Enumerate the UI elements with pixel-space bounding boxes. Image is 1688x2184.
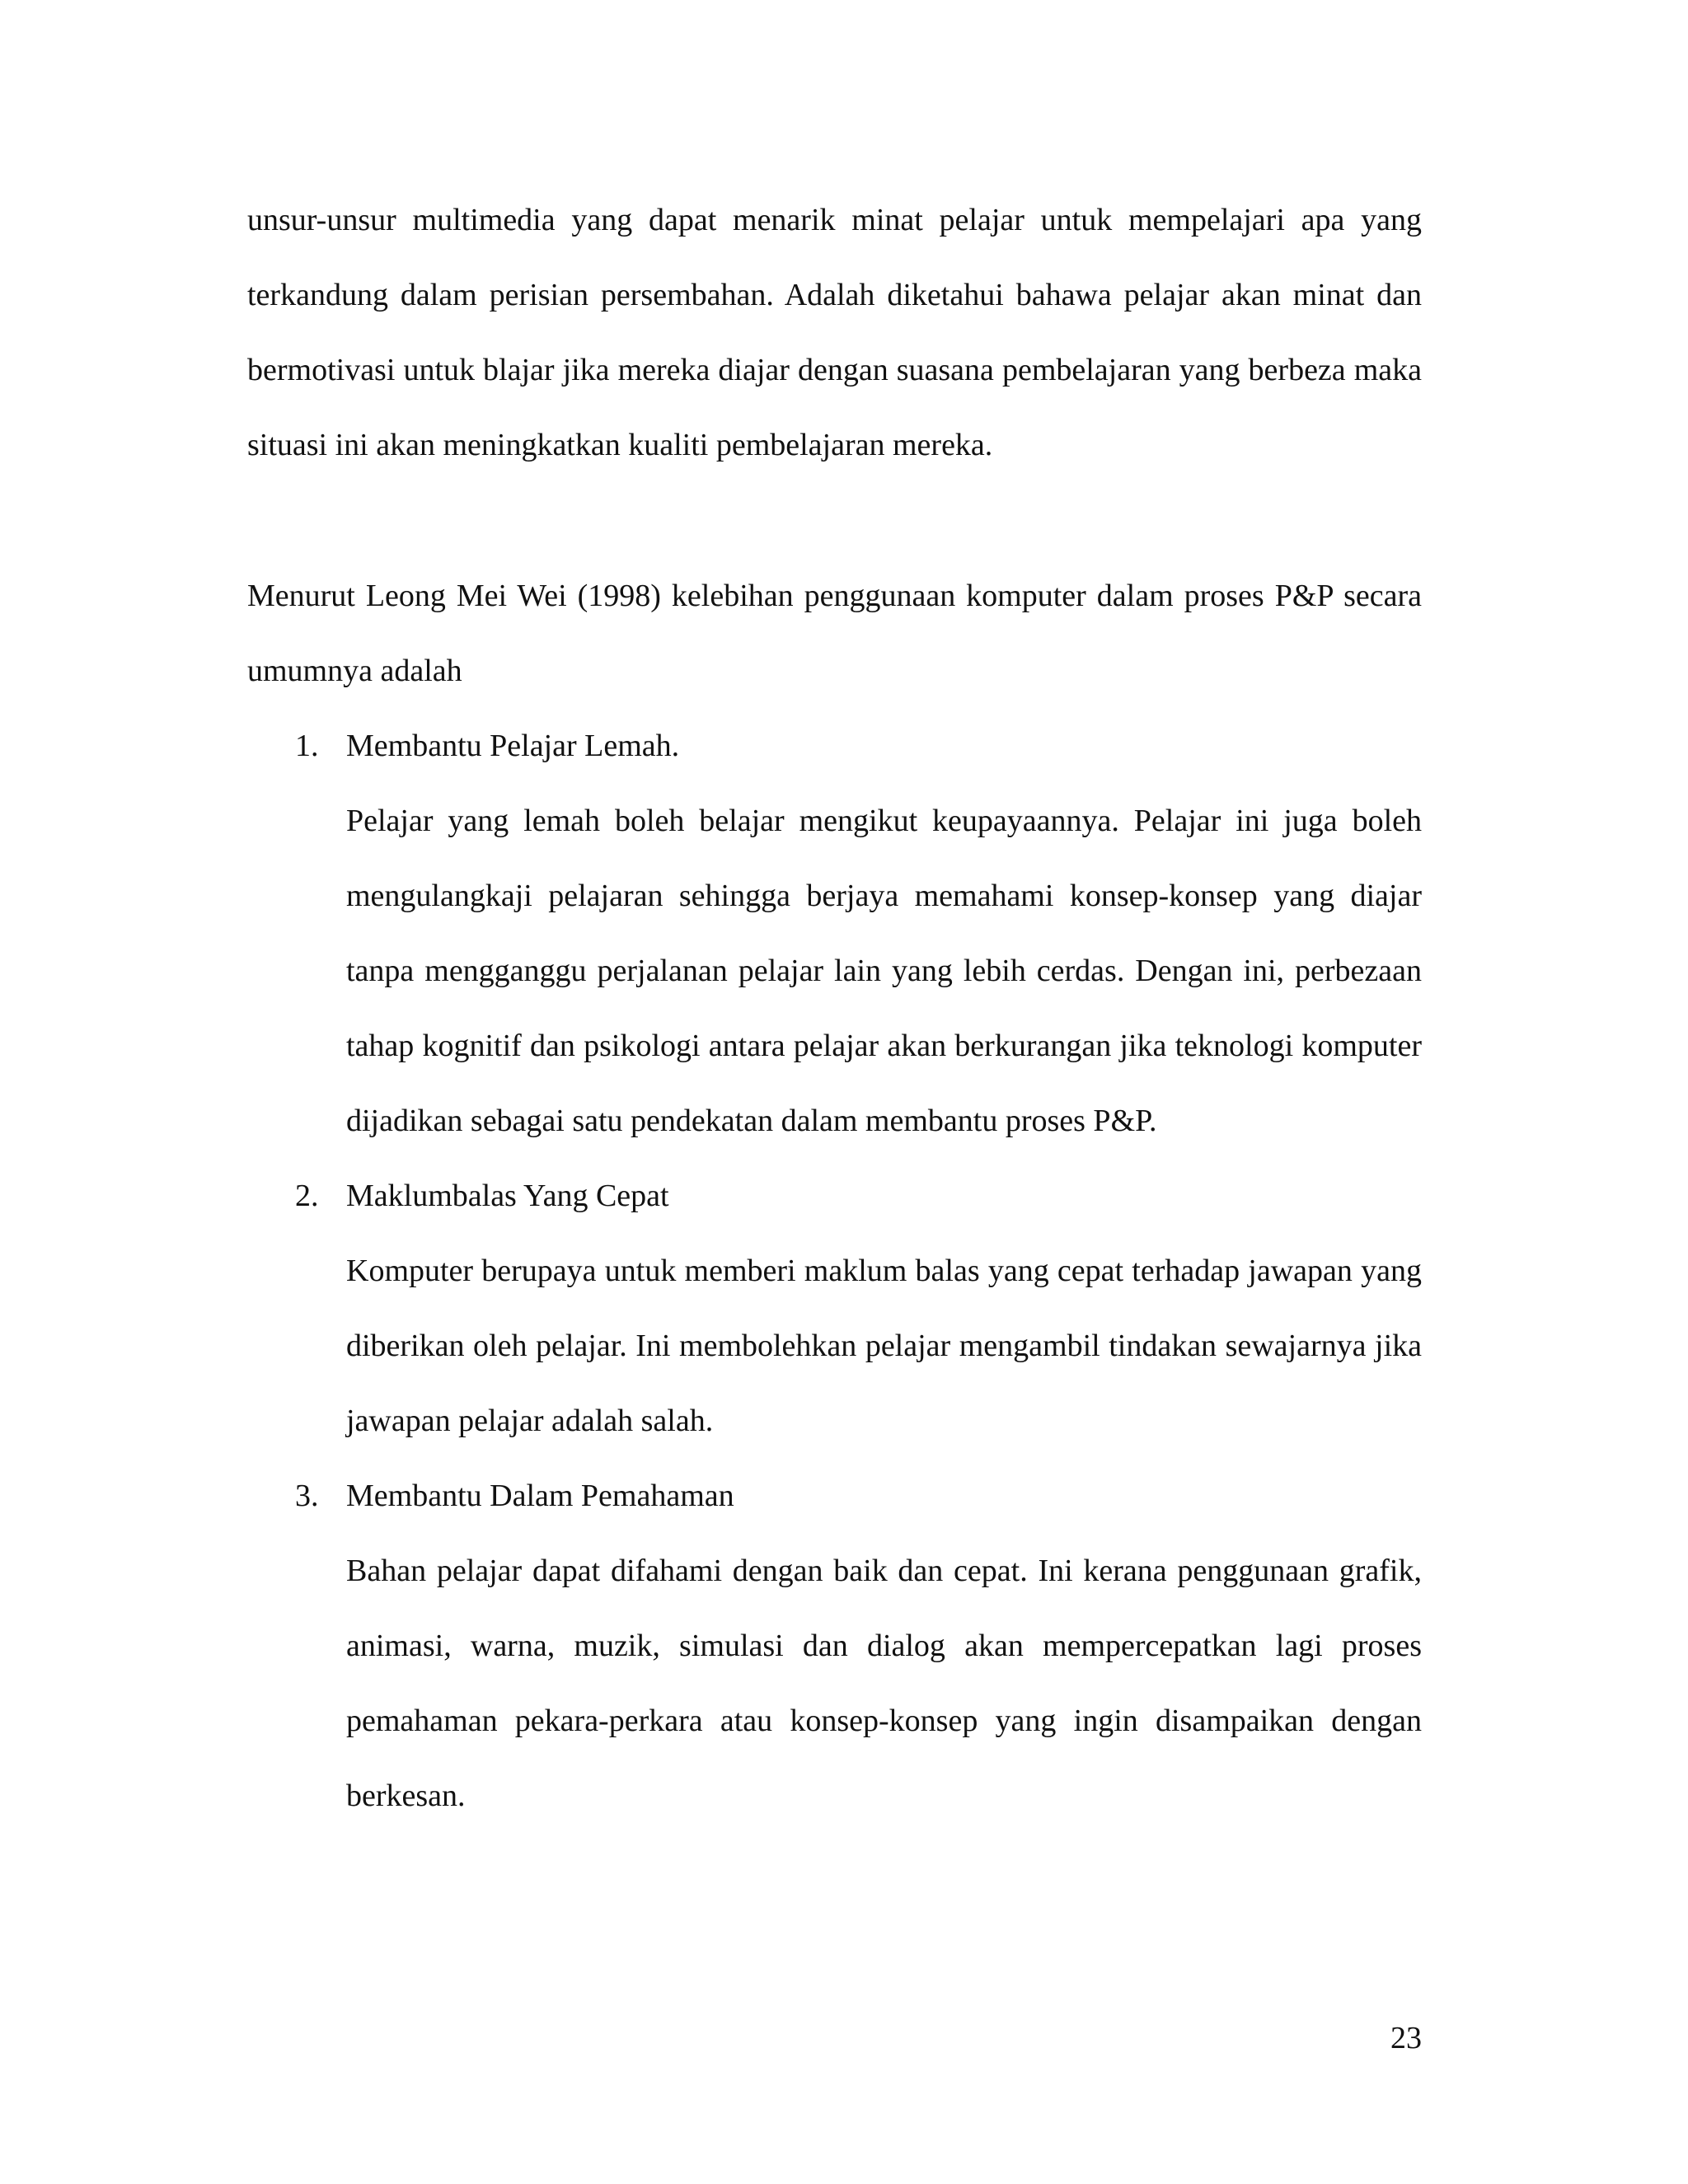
list-item	[247, 1159, 1422, 1459]
list-item-body	[346, 1234, 1422, 1459]
paragraph-text: Menurut Leong Mei Wei (1998) kelebihan penggunaan komputer dalam proses P&P secara umumnya adalah	[247, 579, 1422, 688]
list-item-body	[346, 1534, 1422, 1834]
numbered-list	[247, 709, 1422, 1834]
list-item-body	[346, 784, 1422, 1159]
body-paragraph	[247, 183, 1422, 483]
list-item-number: 1.	[295, 729, 319, 763]
body-paragraph	[247, 559, 1422, 709]
list-item-title: Membantu Dalam Pemahaman	[346, 1479, 734, 1513]
list-item-heading	[247, 1459, 1422, 1534]
list-item-title: Membantu Pelajar Lemah.	[346, 729, 680, 763]
page-number: 23	[1390, 2021, 1422, 2055]
list-item-heading	[247, 1159, 1422, 1234]
list-item	[247, 709, 1422, 1159]
list-item-text: Komputer berupaya untuk memberi maklum balas yang cepat terhadap jawapan yang diberikan oleh pelajar. Ini membolehkan pelajar mengambil tindakan sewajarnya jika jawapan pelajar adalah salah.	[346, 1254, 1422, 1438]
list-item-text: Pelajar yang lemah boleh belajar mengikut keupayaannya. Pelajar ini juga boleh mengulangkaji pelajaran sehingga berjaya memahami konsep-konsep yang diajar tanpa mengganggu perjalanan pelajar lain yang lebih cerdas. Dengan ini, perbezaan tahap kognitif dan psikologi antara pelajar akan berkurangan jika teknologi komputer dijadikan sebagai satu pendekatan dalam membantu proses P&P.	[346, 804, 1422, 1138]
list-item-text: Bahan pelajar dapat difahami dengan baik dan cepat. Ini kerana penggunaan grafik, animasi, warna, muzik, simulasi dan dialog akan mempercepatkan lagi proses pemahaman pekara-perkara atau konsep-konsep yang ingin disampaikan dengan berkesan.	[346, 1554, 1422, 1813]
list-item-number: 3.	[295, 1479, 319, 1513]
paragraph-text: unsur-unsur multimedia yang dapat menarik minat pelajar untuk mempelajari apa yang terkandung dalam perisian persembahan. Adalah diketahui bahawa pelajar akan minat dan bermotivasi untuk blajar jika mereka diajar dengan suasana pembelajaran yang berbeza maka situasi ini akan meningkatkan kualiti pembelajaran mereka.	[247, 203, 1422, 462]
list-item-number: 2.	[295, 1179, 319, 1213]
list-item	[247, 1459, 1422, 1834]
list-item-title: Maklumbalas Yang Cepat	[346, 1179, 669, 1213]
list-item-heading	[247, 709, 1422, 784]
